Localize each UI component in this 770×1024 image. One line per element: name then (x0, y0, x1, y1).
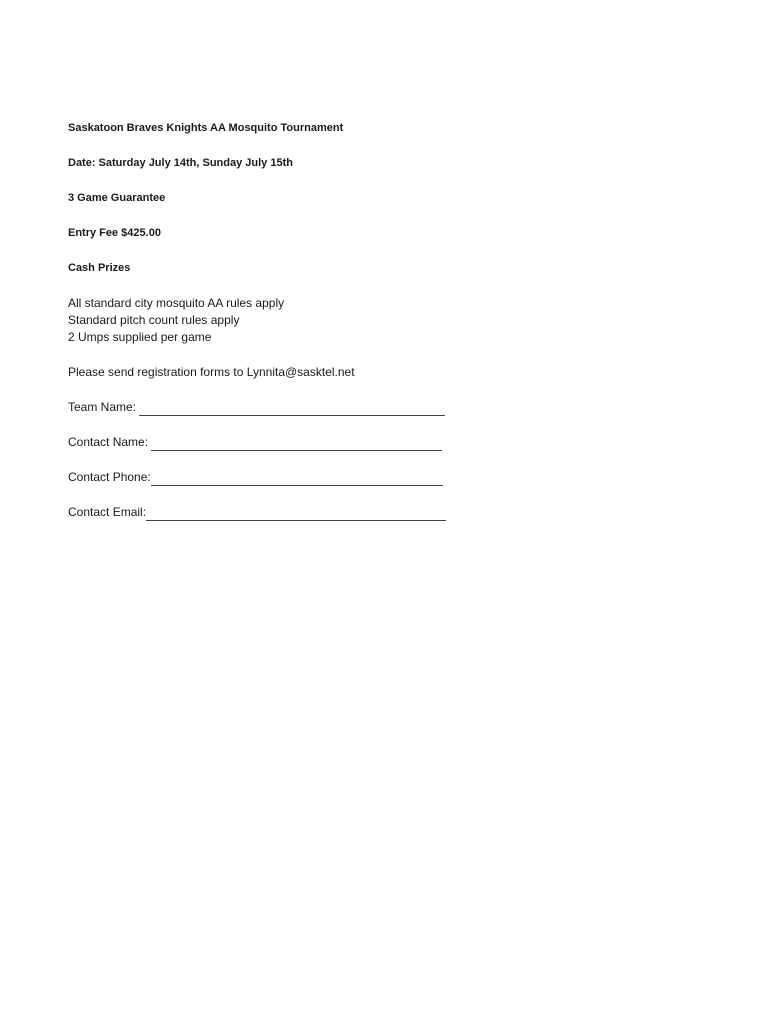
game-guarantee: 3 Game Guarantee (68, 192, 166, 204)
contact-name-row (68, 434, 708, 451)
contact-email-row (68, 504, 708, 521)
cash-prizes: Cash Prizes (68, 262, 131, 274)
team-name-row (68, 399, 708, 416)
rules-list (68, 295, 708, 346)
registration-form (68, 399, 708, 521)
contact-phone-label: Contact Phone: (68, 470, 151, 484)
tournament-title: Saskatoon Braves Knights AA Mosquito Tournament (68, 122, 344, 134)
contact-name-field[interactable] (151, 435, 442, 451)
contact-email-label: Contact Email: (68, 505, 147, 519)
rule-item: Standard pitch count rules apply (68, 313, 240, 327)
tournament-date: Date: Saturday July 14th, Sunday July 15th (68, 157, 293, 169)
contact-name-label: Contact Name: (68, 435, 152, 449)
team-name-label: Team Name: (68, 400, 140, 414)
rule-item: 2 Umps supplied per game (68, 330, 212, 344)
document-content (68, 120, 708, 521)
team-name-field[interactable] (139, 400, 445, 416)
contact-phone-row (68, 469, 708, 486)
rule-item: All standard city mosquito AA rules apply (68, 296, 285, 310)
contact-email-field[interactable] (146, 505, 446, 521)
contact-phone-field[interactable] (151, 470, 443, 486)
registration-instructions: Please send registration forms to Lynnita@sasktel.net (68, 365, 355, 379)
entry-fee: Entry Fee $425.00 (68, 227, 161, 239)
